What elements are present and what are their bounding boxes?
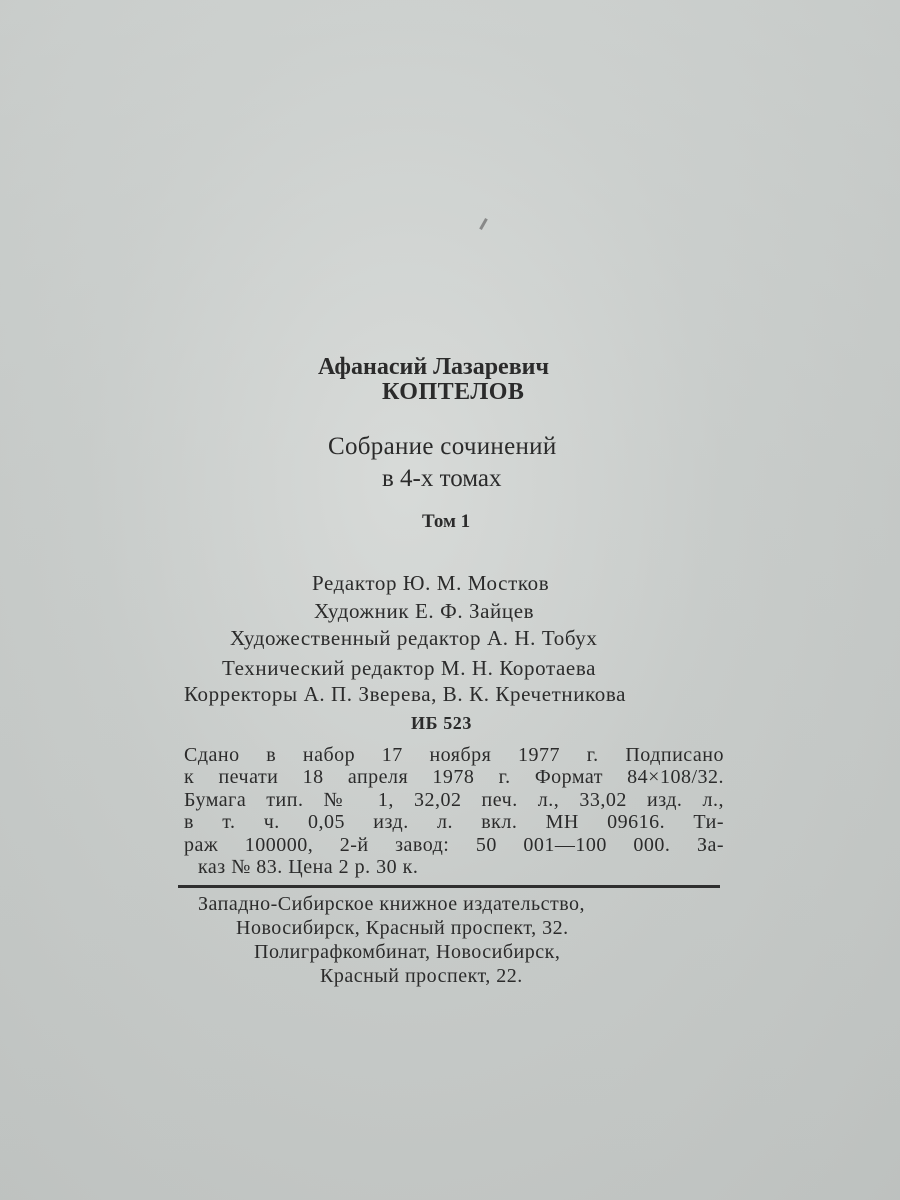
imprint-block [184,744,724,878]
printer-address: Красный проспект, 22. [320,965,523,987]
author-name: Афанасий Лазаревич [318,354,550,380]
ib-number: ИБ 523 [411,713,473,733]
credit-artist: Художник Е. Ф. Зайцев [314,599,535,623]
printer-line: Полиграфкомбинат, Новосибирск, [254,941,561,963]
imprint-line: Бумага тип. № 1, 32,02 печ. л., 33,02 изд. л., [184,788,724,811]
imprint-line: раж 100000, 2-й завод: 50 001—100 000. За- [184,833,724,856]
imprint-line: к печати 18 апреля 1978 г. Формат 84×108/32. [184,766,724,789]
credit-editor: Редактор Ю. М. Мостков [312,571,550,595]
volumes-count: в 4-х томах [382,465,502,492]
publisher-address: Новосибирск, Красный проспект, 32. [236,917,569,939]
collection-title: Собрание сочинений [328,433,557,460]
imprint-line: Сдано в набор 17 ноября 1977 г. Подписано [184,744,724,766]
author-surname: КОПТЕЛОВ [382,379,525,405]
imprint-line: каз № 83. Цена 2 р. 30 к. [198,856,419,879]
credit-proofreaders: Корректоры А. П. Зверева, В. К. Кречетникова [184,682,627,706]
divider-rule [178,885,720,888]
ink-speck [479,218,488,230]
imprint-line: в т. ч. 0,05 изд. л. вкл. МН 09616. Ти- [184,811,724,834]
credit-tech-editor: Технический редактор М. Н. Коротаева [222,656,596,680]
volume-number: Том 1 [422,511,471,532]
publisher-line: Западно-Сибирское книжное издательство, [198,893,586,915]
credit-art-editor: Художественный редактор А. Н. Тобух [230,626,598,650]
